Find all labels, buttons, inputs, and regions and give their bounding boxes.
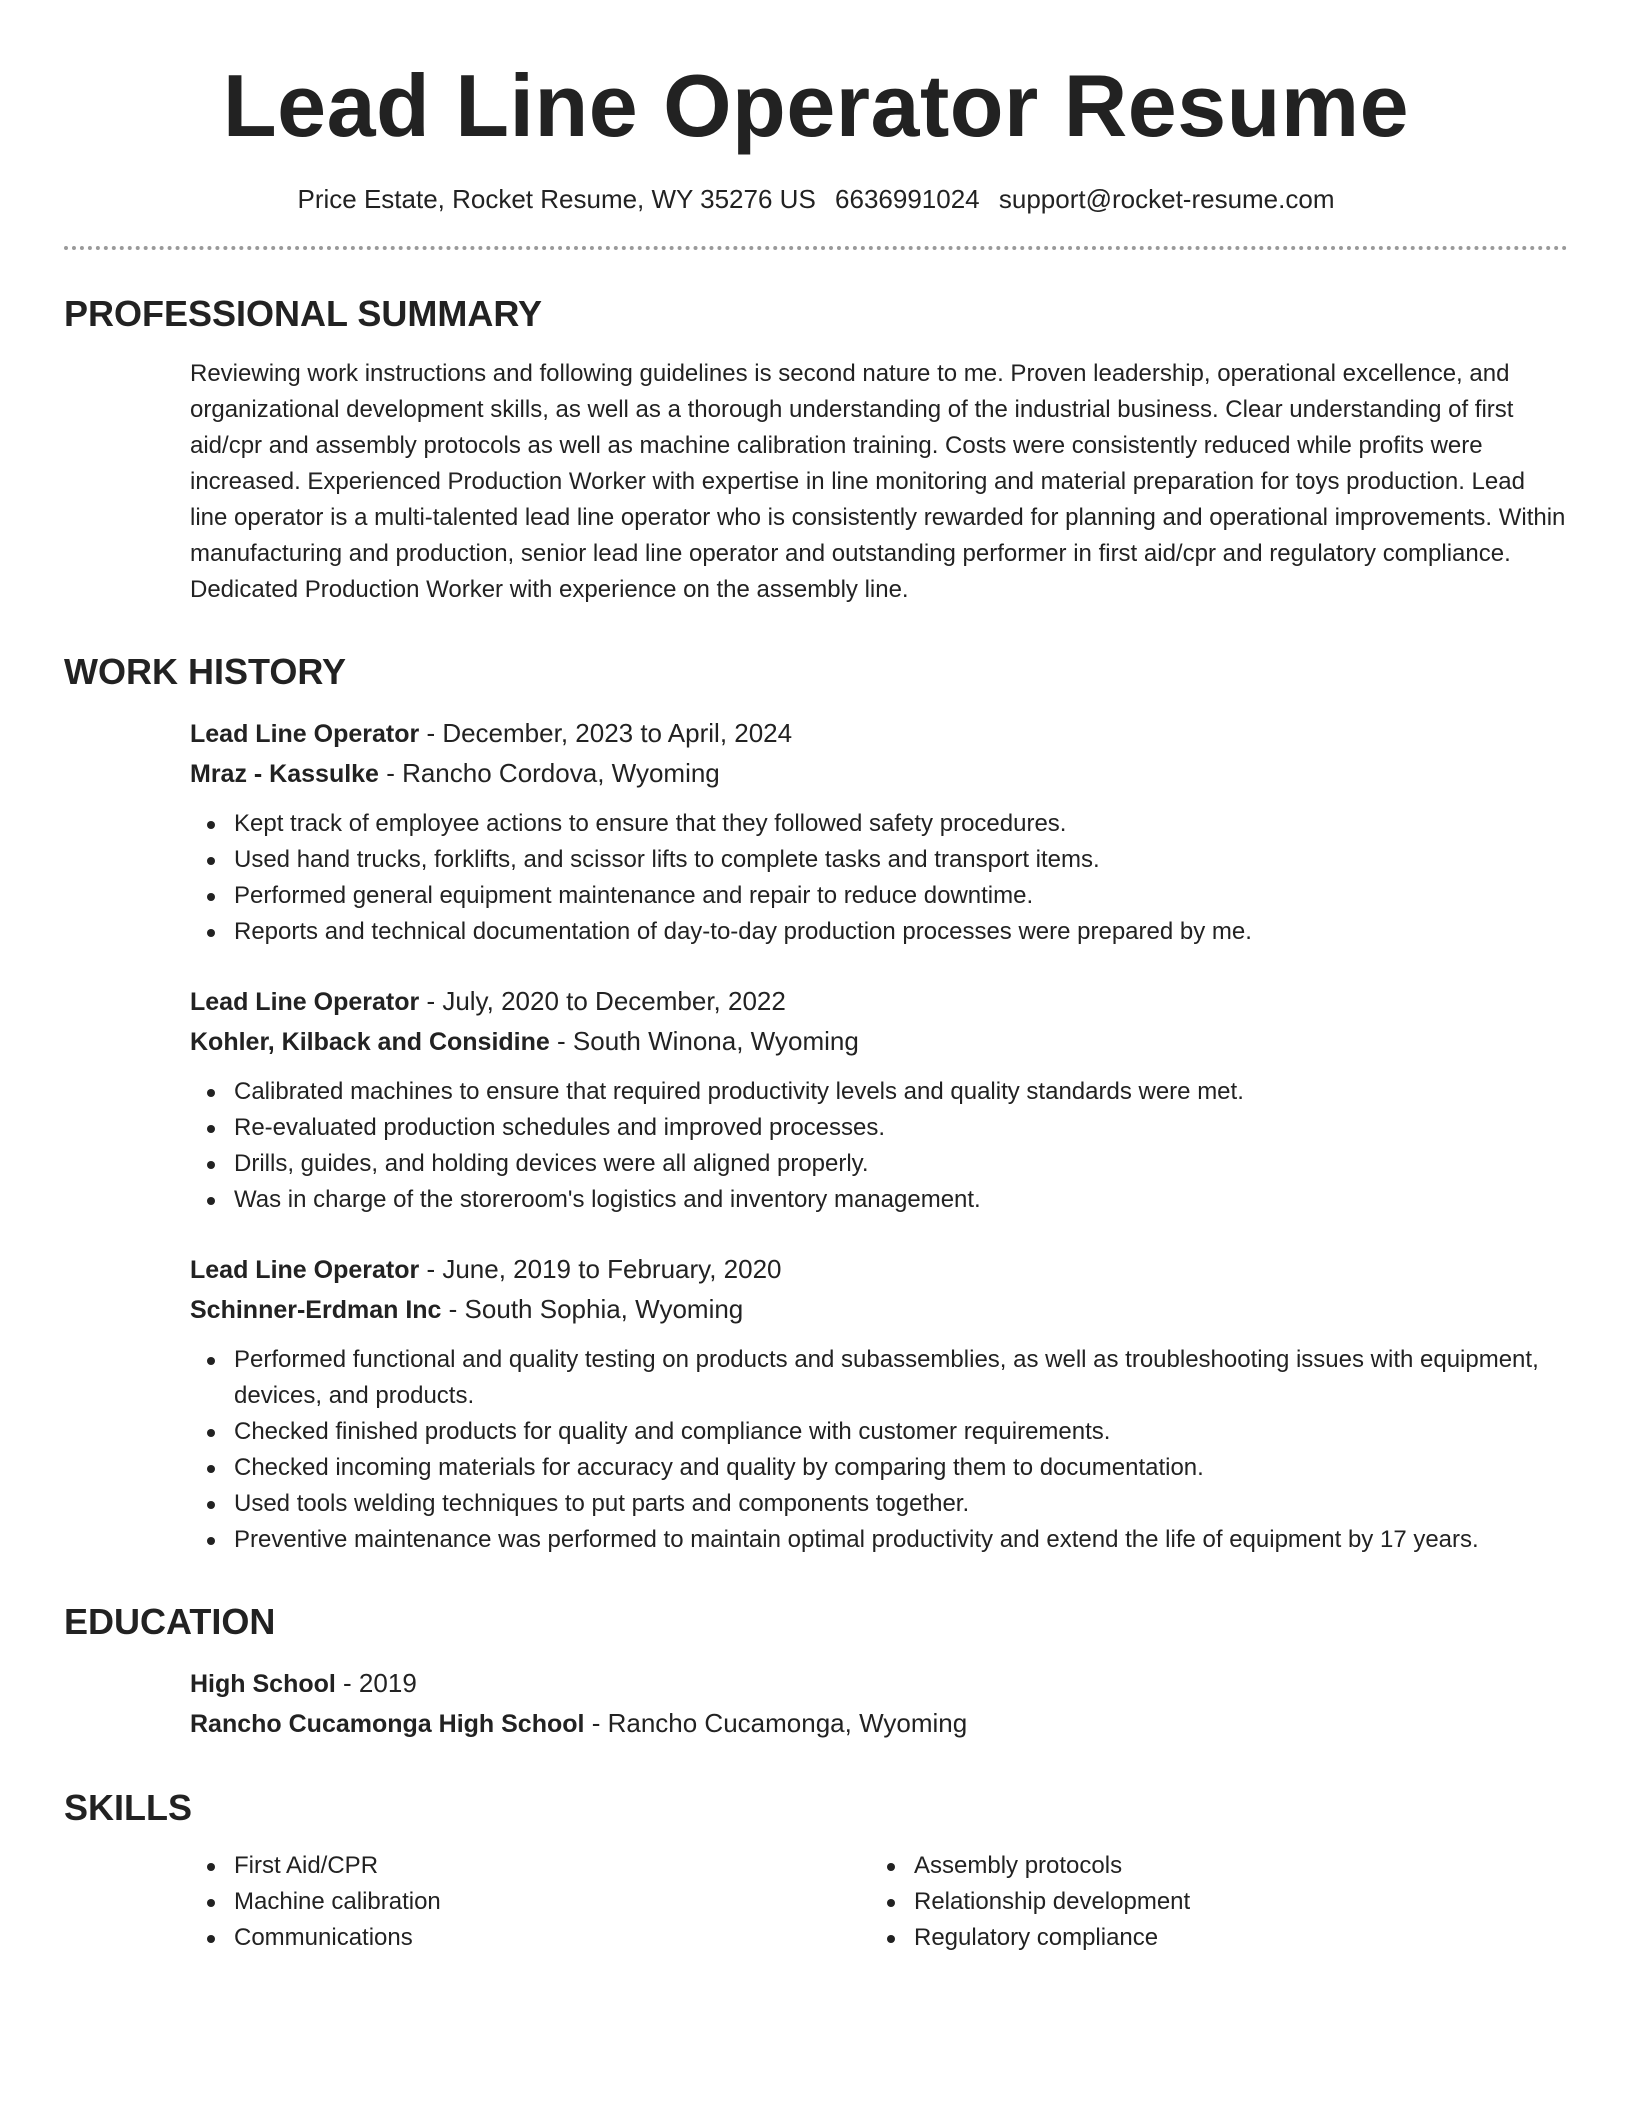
- skills-list-right: [870, 1848, 1550, 1956]
- list-item: Used hand trucks, forklifts, and scissor lifts to complete tasks and transport items.: [190, 842, 1568, 878]
- job-role: Lead Line Operator: [190, 1256, 420, 1284]
- job-location: - South Winona, Wyoming: [549, 1026, 859, 1056]
- list-item: Checked finished products for quality and compliance with customer requirements.: [190, 1414, 1568, 1450]
- contact-line: [64, 182, 1568, 216]
- list-item: Performed functional and quality testing on products and subassemblies, as well as troubleshooting issues with equipment, devices, and products.: [190, 1342, 1568, 1414]
- list-item: Re-evaluated production schedules and improved processes.: [190, 1110, 1568, 1146]
- skill-item: Relationship development: [870, 1884, 1550, 1920]
- education-heading: EDUCATION: [64, 1601, 276, 1642]
- job-title-line: [190, 982, 1568, 1022]
- education-location: - Rancho Cucamonga, Wyoming: [584, 1708, 968, 1738]
- job-entry: [190, 982, 1568, 1218]
- job-company-line: [190, 754, 1568, 794]
- job-bullets: [190, 1342, 1568, 1558]
- contact-email: support@rocket-resume.com: [998, 184, 1335, 214]
- skills-list-left: [190, 1848, 870, 1956]
- job-title-line: [190, 1250, 1568, 1290]
- work-history-section: [190, 714, 1568, 1558]
- skill-item: First Aid/CPR: [190, 1848, 870, 1884]
- list-item: Was in charge of the storeroom's logistics and inventory management.: [190, 1182, 1568, 1218]
- contact-address: Price Estate, Rocket Resume, WY 35276 US: [297, 184, 816, 214]
- list-item: Used tools welding techniques to put parts and components together.: [190, 1486, 1568, 1522]
- list-item: Checked incoming materials for accuracy and quality by comparing them to documentation.: [190, 1450, 1568, 1486]
- job-bullets: [190, 1074, 1568, 1218]
- contact-phone: 6636991024: [835, 184, 980, 214]
- job-location: - South Sophia, Wyoming: [441, 1294, 744, 1324]
- resume-title: Lead Line Operator Resume: [222, 56, 1410, 155]
- work-history-heading: WORK HISTORY: [64, 651, 347, 692]
- skill-item: Machine calibration: [190, 1884, 870, 1920]
- summary-text: Reviewing work instructions and following guidelines is second nature to me. Proven leadership, operational excellence, and organizational development skills, as well as a thorough understanding of the industrial business. Clear understanding of first aid/cpr and assembly protocols as well as machine calibration training. Costs were consistently reduced while profits were increased. Experienced Production Worker with expertise in line monitoring and material preparation for toys production. Lead line operator is a multi-talented lead line operator who is consistently rewarded for planning and operational improvements. Within manufacturing and production, senior lead line operator and outstanding performer in first aid/cpr and regulatory compliance. Dedicated Production Worker with experience on the assembly line.: [190, 360, 1566, 603]
- skill-item: Communications: [190, 1920, 870, 1956]
- job-role: Lead Line Operator: [190, 720, 420, 748]
- skills-heading: SKILLS: [64, 1787, 193, 1828]
- job-role: Lead Line Operator: [190, 988, 420, 1016]
- skill-item: Regulatory compliance: [870, 1920, 1550, 1956]
- job-bullets: [190, 806, 1568, 950]
- list-item: Preventive maintenance was performed to maintain optimal productivity and extend the life of equipment by 17 years.: [190, 1522, 1568, 1558]
- job-entry: [190, 714, 1568, 950]
- education-degree: High School: [190, 1670, 336, 1698]
- job-location: - Rancho Cordova, Wyoming: [378, 758, 720, 788]
- list-item: Drills, guides, and holding devices were all aligned properly.: [190, 1146, 1568, 1182]
- summary-section: [190, 356, 1568, 608]
- job-dates: - July, 2020 to December, 2022: [419, 986, 786, 1016]
- job-company: Kohler, Kilback and Considine: [190, 1028, 550, 1056]
- education-school-line: [190, 1704, 1568, 1744]
- list-item: Reports and technical documentation of day-to-day production processes were prepared by me.: [190, 914, 1568, 950]
- education-section: [190, 1664, 1568, 1744]
- job-dates: - December, 2023 to April, 2024: [419, 718, 793, 748]
- list-item: Calibrated machines to ensure that required productivity levels and quality standards were met.: [190, 1074, 1568, 1110]
- education-degree-line: [190, 1664, 1568, 1704]
- list-item: Kept track of employee actions to ensure that they followed safety procedures.: [190, 806, 1568, 842]
- job-dates: - June, 2019 to February, 2020: [419, 1254, 782, 1284]
- resume-page: [64, 0, 1568, 1956]
- skills-section: [190, 1848, 1568, 1956]
- skill-item: Assembly protocols: [870, 1848, 1550, 1884]
- job-company-line: [190, 1290, 1568, 1330]
- job-company: Schinner-Erdman Inc: [190, 1296, 442, 1324]
- job-company: Mraz - Kassulke: [190, 760, 379, 788]
- summary-heading: PROFESSIONAL SUMMARY: [64, 293, 543, 334]
- header-divider: [64, 246, 1568, 250]
- education-year: - 2019: [335, 1668, 417, 1698]
- job-entry: [190, 1250, 1568, 1558]
- education-school: Rancho Cucamonga High School: [190, 1710, 585, 1738]
- job-company-line: [190, 1022, 1568, 1062]
- job-title-line: [190, 714, 1568, 754]
- list-item: Performed general equipment maintenance and repair to reduce downtime.: [190, 878, 1568, 914]
